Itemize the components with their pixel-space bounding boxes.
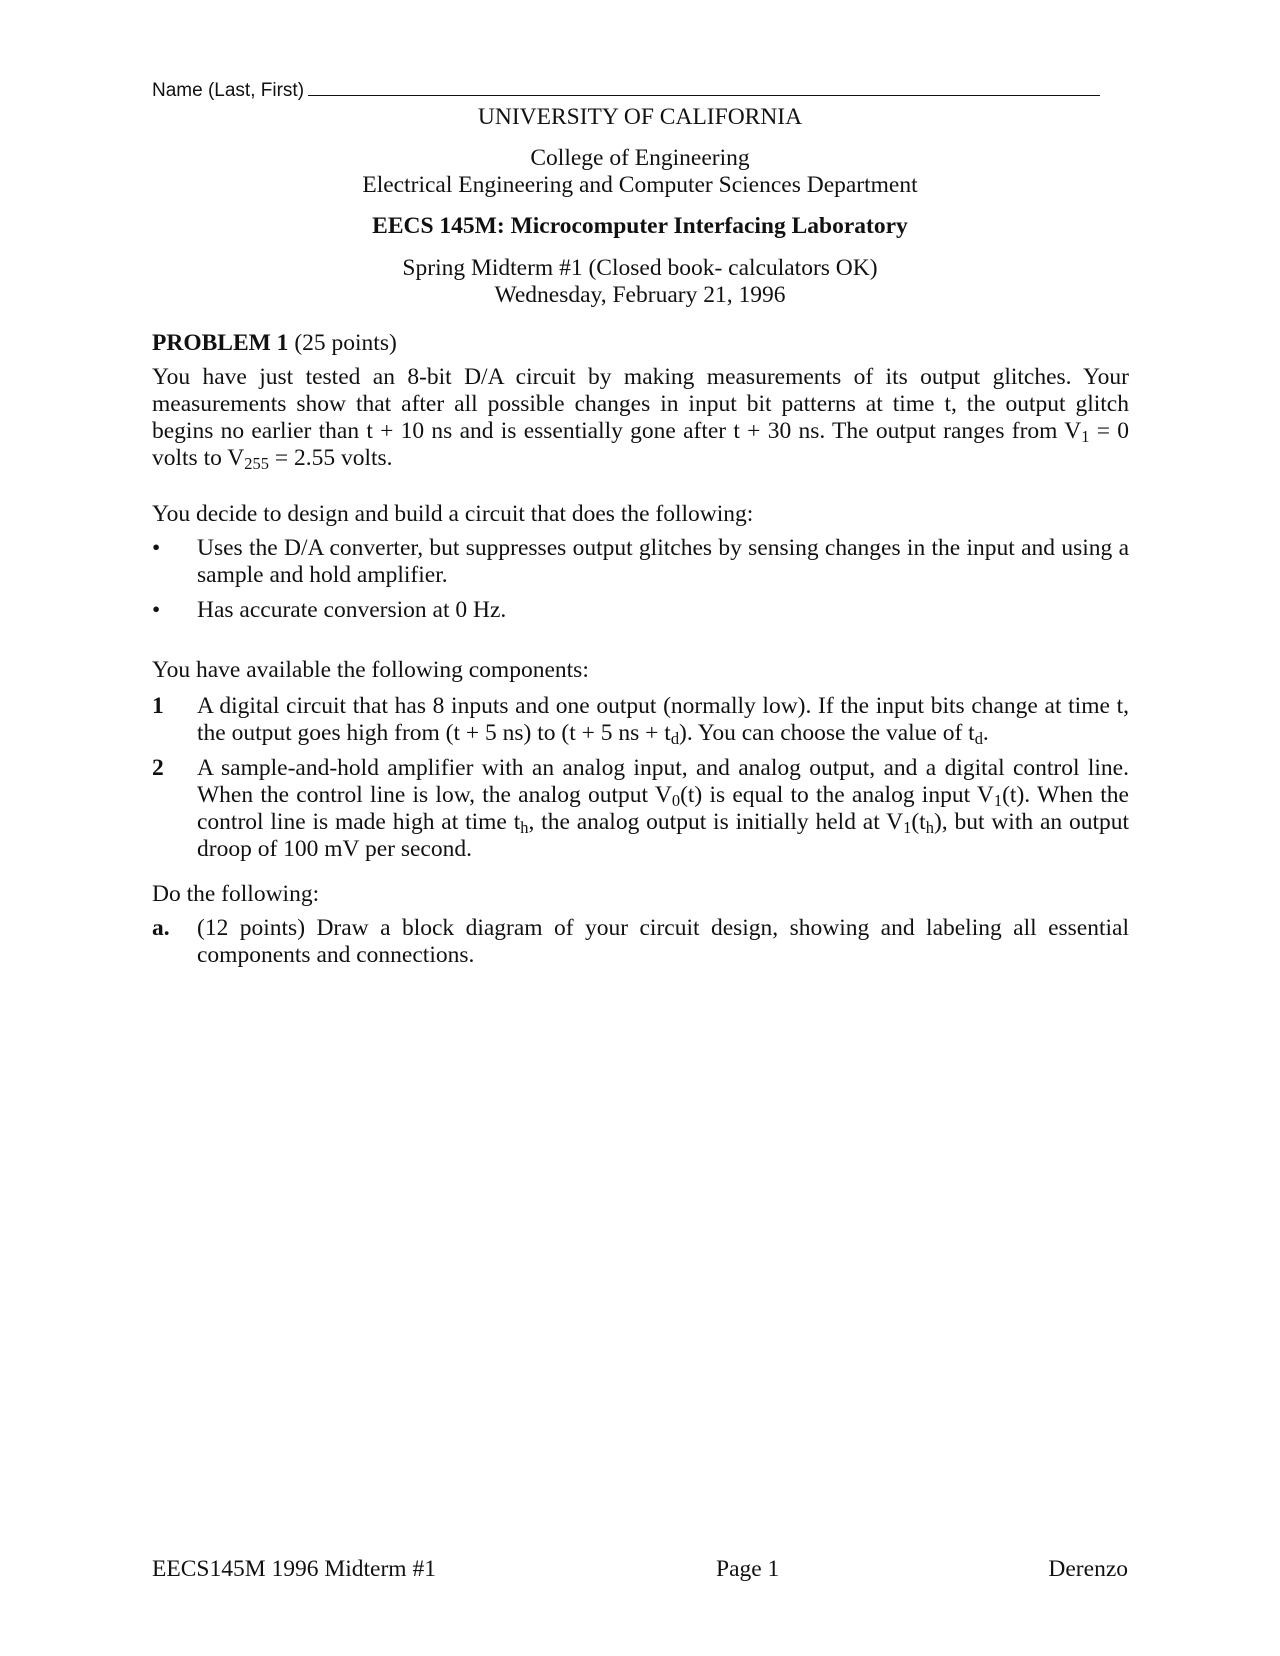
problem-heading: [152, 330, 397, 357]
name-label: Name (Last, First): [152, 80, 305, 101]
university-name: UNIVERSITY OF CALIFORNIA: [477, 104, 803, 130]
requirement-item: [152, 597, 1129, 624]
design-intro: You decide to design and build a circuit that does the following:: [152, 501, 754, 527]
footer-author: Derenzo: [1048, 1556, 1128, 1582]
task-text: (12 points) Draw a block diagram of your circuit design, showing and labeling all essential components and connections.: [197, 915, 1129, 968]
component-item: [152, 693, 1129, 747]
footer-course: EECS145M 1996 Midterm #1: [152, 1556, 436, 1582]
component-item: [152, 755, 1129, 863]
components-intro: You have available the following components:: [152, 657, 589, 683]
component-number: 2: [152, 755, 164, 781]
bullet: •: [152, 597, 161, 623]
task-item: [152, 915, 1129, 969]
problem-points: (25 points): [294, 330, 397, 356]
college-name: College of Engineering: [530, 145, 750, 171]
task-label: a.: [152, 915, 170, 941]
name-blank-underline: [308, 79, 1100, 96]
tasks-intro: Do the following:: [152, 881, 320, 907]
component-text: A sample-and-hold amplifier with an analog input, and analog output, and a digital control line. When the control line is low, the analog output $V_0(t)$ is equal to the analog input $V_1(t)$. When the control line is made high at time $t_h$, the analog output is initially held at $V_1(t_h)$, but with an output droop of 100 mV per second.: [197, 755, 1130, 862]
name-field-line: [152, 79, 1100, 102]
requirement-text: Uses the D/A converter, but suppresses output glitches by sensing changes in the input and using a sample and hold amplifier.: [197, 535, 1129, 588]
exam-date: Wednesday, February 21, 1996: [494, 282, 786, 308]
component-text: A digital circuit that has 8 inputs and one output (normally low). If the input bits change at time t, the output goes high from (t + 5 ns) to (t + 5 ns + $t_d$). You can choose the value of $t_d$.: [197, 693, 1129, 748]
problem-title: PROBLEM 1: [152, 330, 289, 356]
exam-title: Spring Midterm #1 (Closed book- calculators OK): [402, 255, 878, 281]
requirement-item: [152, 535, 1129, 589]
department-name: Electrical Engineering and Computer Sciences Department: [362, 172, 918, 198]
component-number: 1: [152, 693, 164, 719]
bullet: •: [152, 535, 161, 561]
course-title: EECS 145M: Microcomputer Interfacing Laboratory: [372, 213, 908, 239]
problem-intro-paragraph: You have just tested an 8-bit D/A circuit by making measurements of its output glitches. Your measurements show that after all possible changes in input bit patterns at time t, the output glitch begins no earlier than t + 10 ns and is essentially gone after t + 30 ns. The output ranges from $V_1 = 0$ volts to $V_{255} = 2.55$ volts.: [152, 364, 1129, 473]
footer-page-number: Page 1: [716, 1556, 780, 1582]
requirement-text: Has accurate conversion at 0 Hz.: [197, 597, 507, 623]
